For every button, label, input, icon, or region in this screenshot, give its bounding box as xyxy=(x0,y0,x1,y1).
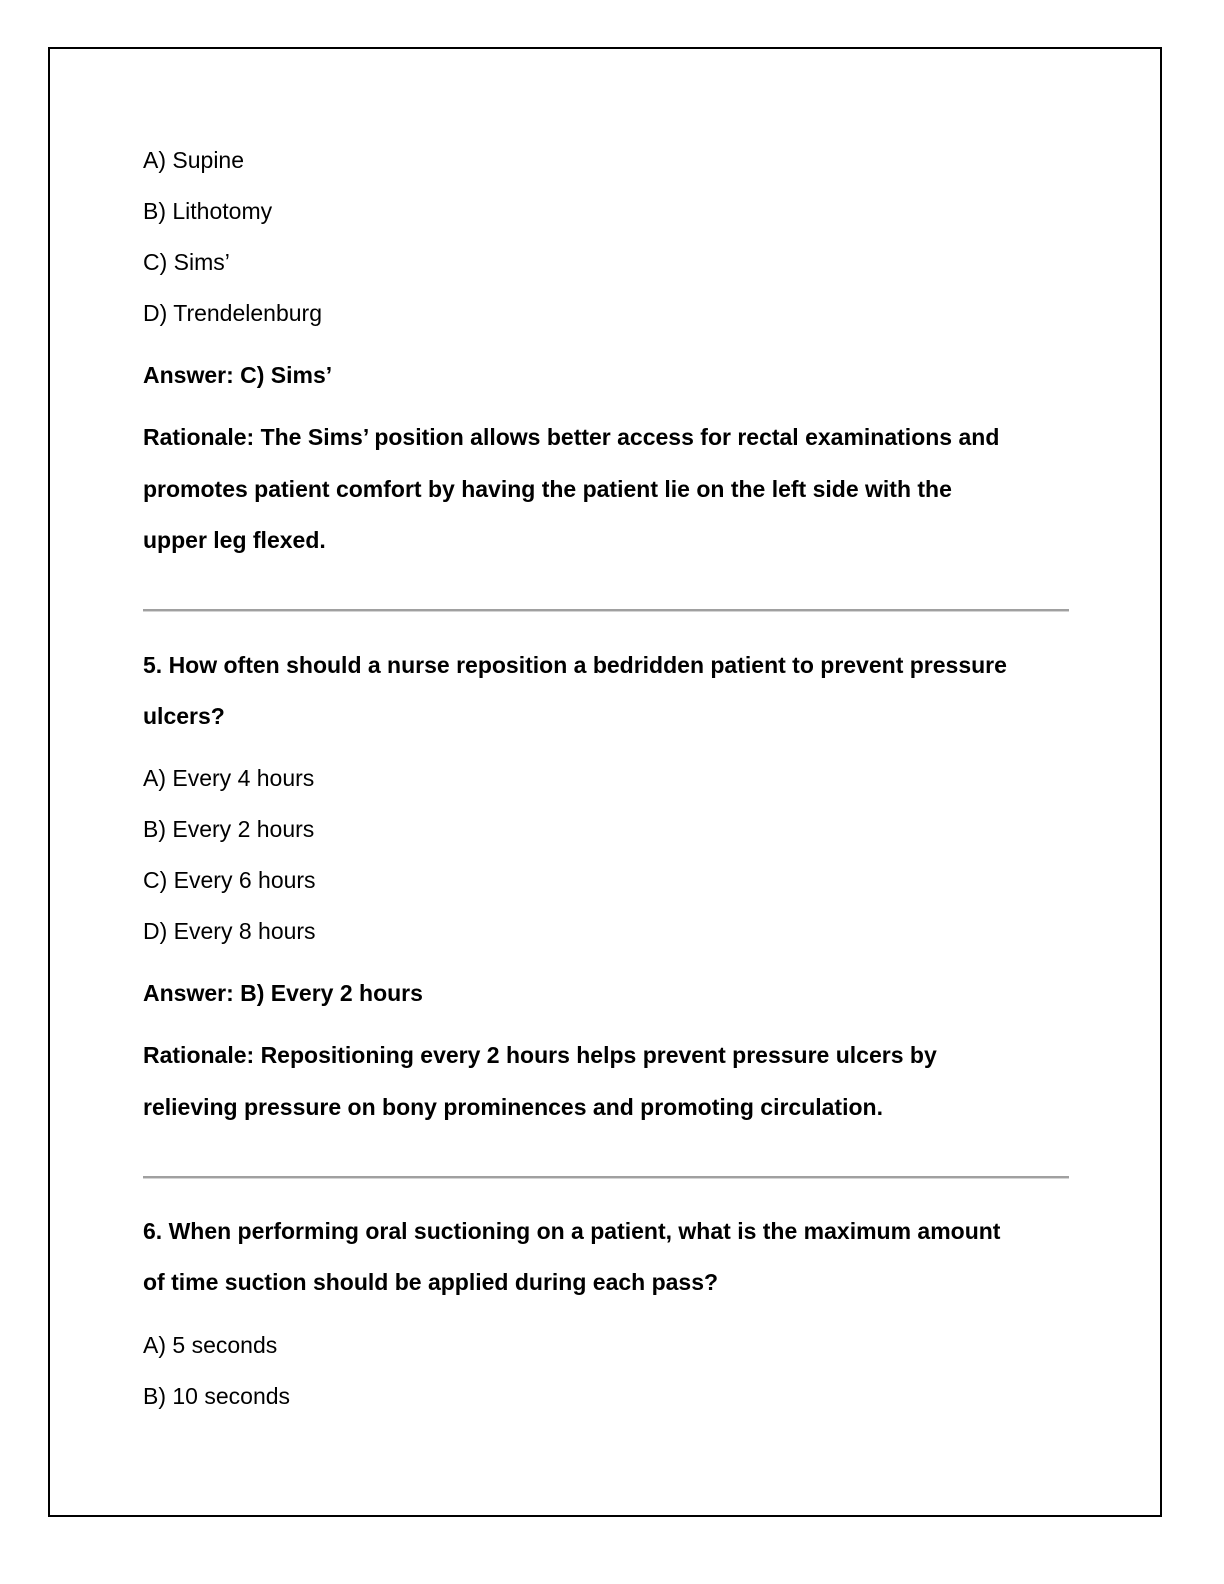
q5-question-line-2: ulcers? xyxy=(143,703,225,729)
q5-rationale-line-1: Rationale: Repositioning every 2 hours helps prevent pressure ulcers by xyxy=(143,1042,937,1068)
q6-option-a: A) 5 seconds xyxy=(143,1332,278,1358)
q4-answer: Answer: C) Sims’ xyxy=(143,362,333,388)
q6-option-b: B) 10 seconds xyxy=(143,1383,291,1409)
section-divider xyxy=(143,609,1069,612)
q5-rationale-line-2: relieving pressure on bony prominences and promoting circulation. xyxy=(143,1094,883,1120)
q4-option-a: A) Supine xyxy=(143,147,245,173)
q4-rationale-line-1: Rationale: The Sims’ position allows better access for rectal examinations and xyxy=(143,424,1000,450)
q4-rationale-line-2: promotes patient comfort by having the patient lie on the left side with the xyxy=(143,476,952,502)
q4-option-c: C) Sims’ xyxy=(143,249,230,275)
q5-option-c: C) Every 6 hours xyxy=(143,867,316,893)
q5-question-line-1: 5. How often should a nurse reposition a bedridden patient to prevent pressure xyxy=(143,652,1007,678)
q4-option-b: B) Lithotomy xyxy=(143,198,273,224)
q6-question-line-1: 6. When performing oral suctioning on a patient, what is the maximum amount xyxy=(143,1218,1001,1244)
q4-rationale-line-3: upper leg flexed. xyxy=(143,527,326,553)
section-divider xyxy=(143,1176,1069,1179)
q6-question-line-2: of time suction should be applied during each pass? xyxy=(143,1269,719,1295)
q5-option-a: A) Every 4 hours xyxy=(143,765,315,791)
q5-option-d: D) Every 8 hours xyxy=(143,918,316,944)
q4-option-d: D) Trendelenburg xyxy=(143,300,322,326)
q5-option-b: B) Every 2 hours xyxy=(143,816,315,842)
q5-answer: Answer: B) Every 2 hours xyxy=(143,980,423,1006)
